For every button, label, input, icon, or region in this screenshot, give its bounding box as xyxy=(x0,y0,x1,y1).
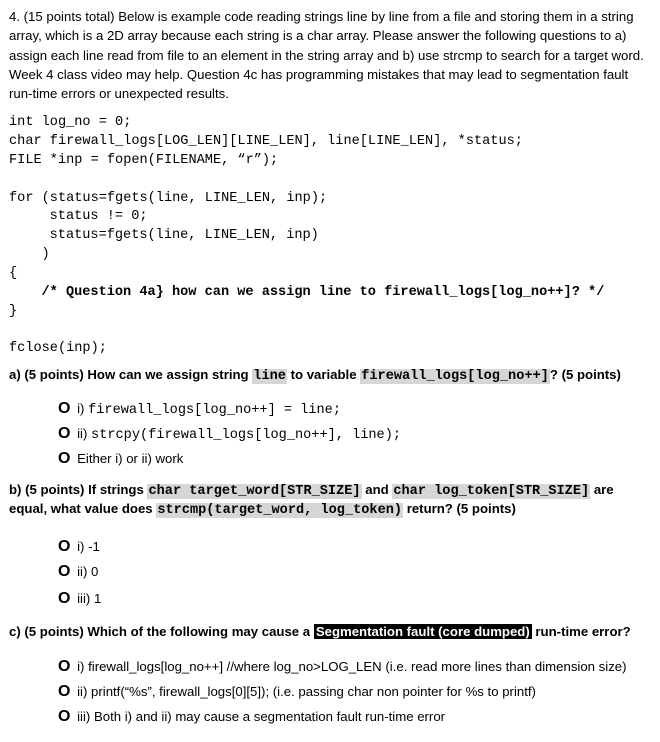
code-line: status != 0; xyxy=(17,209,148,224)
option-a-i[interactable]: O i) firewall_logs[log_no++] = line; xyxy=(58,400,341,418)
question-a-text: to variable xyxy=(286,367,361,382)
question-a-text: a) (5 points) How can we assign string xyxy=(9,367,253,382)
option-b-iii[interactable]: O iii) 1 xyxy=(58,590,102,607)
code-line: for (status=fgets(line, LINE_LEN, inp); xyxy=(9,191,328,206)
option-c-iii[interactable]: O iii) Both i) and ii) may cause a segmentation fault run-time error xyxy=(58,708,446,725)
code-line: int log_no = 0; xyxy=(9,115,132,130)
code-line: ) xyxy=(17,247,50,262)
option-a-iii[interactable]: O Either i) or ii) work xyxy=(58,450,184,467)
code-line: fclose(inp); xyxy=(9,341,107,356)
question-b-line2: equal, what value does strcmp(target_word, log_token) return? (5 points) xyxy=(9,501,516,518)
question-b: b) (5 points) If strings char target_word[STR_SIZE] and char log_token[STR_SIZE] are xyxy=(9,482,614,499)
radio-circle-icon[interactable]: O xyxy=(58,450,71,467)
radio-circle-icon[interactable]: O xyxy=(58,658,71,675)
radio-circle-icon[interactable]: O xyxy=(58,563,71,580)
highlight-log-token: char log_token[STR_SIZE] xyxy=(393,484,590,499)
option-a-ii[interactable]: O ii) strcpy(firewall_logs[log_no++], line); xyxy=(58,425,402,443)
option-b-i[interactable]: O i) -1 xyxy=(58,538,100,555)
code-line: FILE *inp = fopen(FILENAME, “r”); xyxy=(9,153,279,168)
radio-circle-icon[interactable]: O xyxy=(58,538,71,555)
option-c-ii[interactable]: O ii) printf(“%s”, firewall_logs[0][5]); (i.e. passing char non pointer for %s to printf) xyxy=(58,683,536,700)
radio-circle-icon[interactable]: O xyxy=(58,683,71,700)
code-comment: /* Question 4a} how can we assign line to firewall_logs[log_no++]? */ xyxy=(17,285,605,300)
question-intro: 4. (15 points total) Below is example code reading strings line by line from a file and storing them in a string array, which is a 2D array because each string is a char array. Please answer the following questions to a) assign each line read from file to an element in the string array and b) use strcmp to search for a target word. Week 4 class video may help. Question 4c has programming mistakes that may lead to segmentation fault run-time errors or unexpected results. xyxy=(9,9,644,102)
radio-circle-icon[interactable]: O xyxy=(58,400,71,417)
highlight-strcmp: strcmp(target_word, log_token) xyxy=(157,503,403,518)
highlight-target-word: char target_word[STR_SIZE] xyxy=(148,484,361,499)
option-c-i[interactable]: O i) firewall_logs[log_no++] //where log_no>LOG_LEN (i.e. read more lines than dimension size) xyxy=(58,658,627,675)
radio-circle-icon[interactable]: O xyxy=(58,425,71,442)
highlight-line: line xyxy=(253,369,286,384)
question-a xyxy=(9,367,621,384)
code-line: } xyxy=(9,304,18,319)
code-line: status=fgets(line, LINE_LEN, inp) xyxy=(17,228,319,243)
code-line: { xyxy=(9,266,18,281)
radio-circle-icon[interactable]: O xyxy=(58,590,71,607)
highlight-segfault: Segmentation fault (core dumped) xyxy=(315,624,530,639)
highlight-firewall-logs: firewall_logs[log_no++] xyxy=(361,369,549,384)
code-line: char firewall_logs[LOG_LEN][LINE_LEN], line[LINE_LEN], *status; xyxy=(9,134,523,149)
radio-circle-icon[interactable]: O xyxy=(58,708,71,725)
question-a-text: ? (5 points) xyxy=(549,367,621,382)
option-b-ii[interactable]: O ii) 0 xyxy=(58,563,99,580)
question-c: c) (5 points) Which of the following may cause a Segmentation fault (core dumped) run-time error? xyxy=(9,624,631,639)
